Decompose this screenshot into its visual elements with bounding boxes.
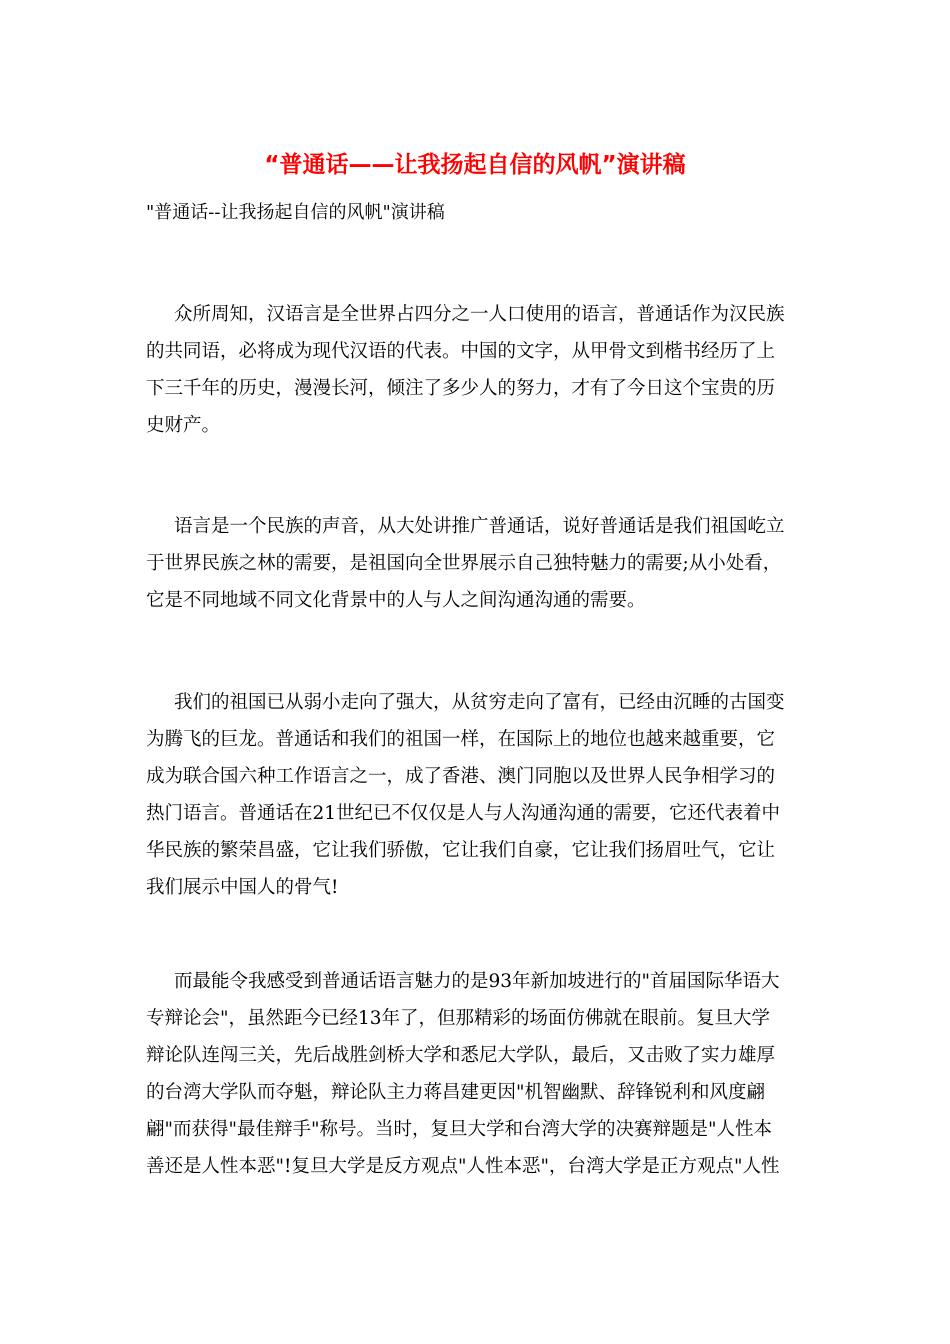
paragraph-line: 为腾飞的巨龙。普通话和我们的祖国一样，在国际上的地位也越来越重要，它 — [146, 729, 776, 750]
paragraph-line: 我们展示中国人的骨气! — [146, 877, 339, 898]
paragraph-line: 辩论队连闯三关，先后战胜剑桥大学和悉尼大学队，最后，又击败了实力雄厚 — [146, 1045, 776, 1066]
paragraph-line: 众所周知，汉语言是全世界占四分之一人口使用的语言，普通话作为汉民族 — [174, 304, 785, 325]
paragraph-line: 下三千年的历史，漫漫长河，倾注了多少人的努力，才有了今日这个宝贵的历 — [146, 378, 776, 399]
paragraph-1 — [146, 296, 811, 444]
paragraph-line: 热门语言。普通话在21世纪已不仅仅是人与人沟通沟通的需要，它还代表着中 — [146, 803, 781, 824]
paragraph-line: 它是不同地域不同文化背景中的人与人之间沟通沟通的需要。 — [146, 590, 646, 611]
paragraph-line: 而最能令我感受到普通话语言魅力的是93年新加坡进行的"首届国际华语大 — [174, 971, 780, 992]
paragraph-line: 专辩论会"，虽然距今已经13年了，但那精彩的场面仿佛就在眼前。复旦大学 — [146, 1008, 771, 1029]
paragraph-line: 的台湾大学队而夺魁，辩论队主力蒋昌建更因"机智幽默、辞锋锐利和风度翩 — [146, 1082, 766, 1103]
paragraph-line: 史财产。 — [146, 415, 221, 436]
paragraph-line: 翩"而获得"最佳辩手"称号。当时，复旦大学和台湾大学的决赛辩题是"人性本 — [146, 1119, 773, 1140]
document-title: “普通话——让我扬起自信的风帆”演讲稿 — [264, 152, 686, 178]
paragraph-line: 的共同语，必将成为现代汉语的代表。中国的文字，从甲骨文到楷书经历了上 — [146, 341, 776, 362]
paragraph-line: 于世界民族之林的需要，是祖国向全世界展示自己独特魅力的需要;从小处看， — [146, 553, 782, 574]
paragraph-line: 我们的祖国已从弱小走向了强大，从贫穷走向了富有，已经由沉睡的古国变 — [174, 692, 785, 713]
paragraph-line: 成为联合国六种工作语言之一，成了香港、澳门同胞以及世界人民争相学习的 — [146, 766, 776, 787]
paragraph-line: 华民族的繁荣昌盛，它让我们骄傲，它让我们自豪，它让我们扬眉吐气，它让 — [146, 840, 776, 861]
paragraph-line: 语言是一个民族的声音，从大处讲推广普通话，说好普通话是我们祖国屹立 — [174, 516, 785, 537]
paragraph-line: 善还是人性本恶"!复旦大学是反方观点"人性本恶"，台湾大学是正方观点"人性 — [146, 1156, 780, 1177]
paragraph-4 — [146, 963, 811, 1185]
paragraph-3 — [146, 684, 811, 906]
document-subtitle: "普通话--让我扬起自信的风帆"演讲稿 — [146, 202, 445, 223]
paragraph-2 — [146, 508, 811, 619]
